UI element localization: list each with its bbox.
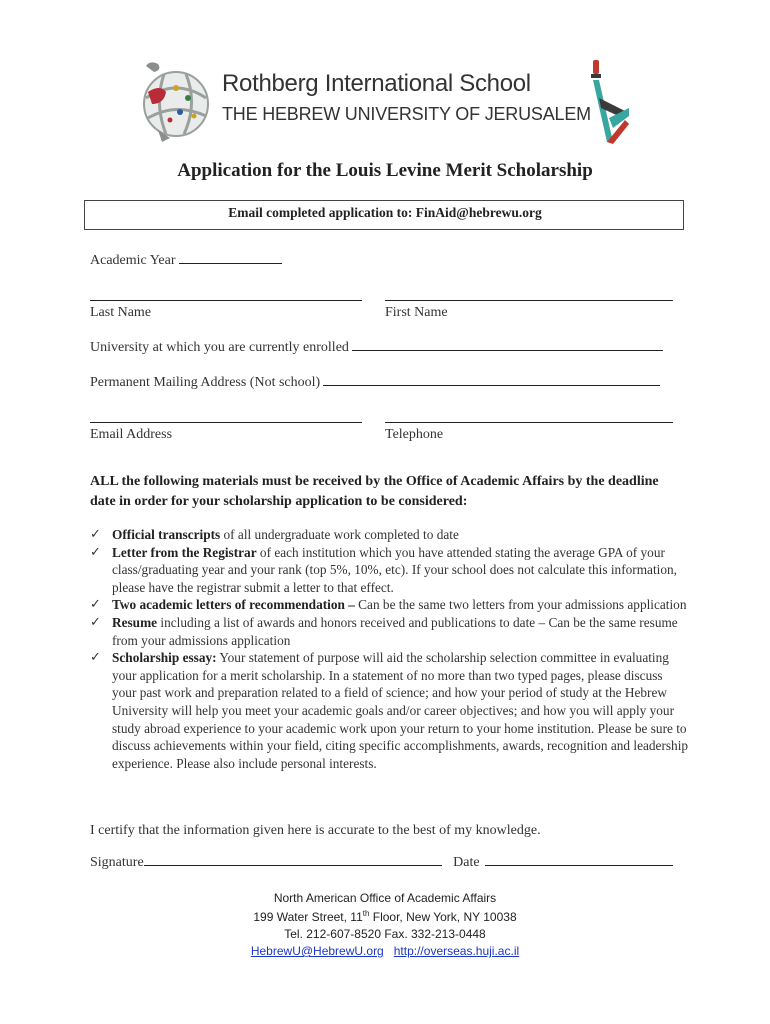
telephone-line[interactable] [385, 422, 673, 423]
academic-year-field[interactable] [90, 253, 282, 269]
materials-list [90, 526, 690, 772]
document-title: Application for the Louis Levine Merit Scholarship [177, 160, 593, 181]
university-name: THE HEBREW UNIVERSITY OF JERUSALEM [222, 104, 591, 124]
email-address-line[interactable] [90, 422, 362, 423]
footer-office: North American Office of Academic Affairs [273, 891, 497, 905]
academic-year-label: Academic Year [90, 253, 176, 268]
checkmark-icon: ✓ [90, 544, 101, 560]
rothberg-globe-logo-icon [136, 58, 216, 144]
item-title: Two academic letters of recommendation – [112, 597, 355, 613]
academic-year-line [179, 262, 282, 264]
signature-line[interactable] [144, 864, 442, 866]
university-field[interactable] [90, 340, 663, 356]
last-name-label: Last Name [90, 305, 152, 320]
email-notice: Email completed application to: FinAid@hebrewu.org [228, 205, 542, 220]
university-line [352, 349, 663, 351]
list-item [90, 596, 690, 614]
checkmark-icon: ✓ [90, 527, 101, 542]
item-text: of each institution which you have attended stating the average GPA of your class/graduating year and your rank (top 5%, 10%, etc). If your school does not calculate this information, please have the registrar submit a letter to that effect. [112, 544, 677, 595]
school-name: Rothberg International School [222, 70, 531, 97]
checkmark-icon: ✓ [90, 614, 101, 630]
hebrew-university-emblem-icon [583, 58, 631, 146]
email-link[interactable]: HebrewU@HebrewU.org [250, 944, 384, 958]
list-item [90, 614, 690, 649]
item-text: of all undergraduate work completed to date [220, 527, 459, 542]
first-name-line[interactable] [385, 300, 673, 301]
signature-label: Signature [90, 855, 144, 870]
mailing-address-label: Permanent Mailing Address (Not school) [90, 375, 321, 390]
signature-row [90, 855, 673, 871]
item-title: Official transcripts [112, 527, 221, 542]
item-text: including a list of awards and honors received and publications to date – Can be the same resume from your admissions application [112, 614, 678, 648]
university-label: University at which you are currently enrolled [90, 340, 349, 355]
checkmark-icon: ✓ [90, 597, 101, 613]
item-title: Scholarship essay: [112, 650, 217, 666]
checkmark-icon: ✓ [90, 650, 101, 666]
footer-address: 199 Water Street, 11th Floor, New York, NY 10038 [253, 909, 517, 924]
date-line[interactable] [485, 864, 673, 866]
requirements-heading: ALL the following materials must be received by the Office of Academic Affairs by the deadline date in order for your scholarship application to be considered: [90, 474, 659, 509]
first-name-label: First Name [385, 305, 448, 320]
list-item [90, 526, 690, 544]
item-text: Can be the same two letters from your admissions application [354, 597, 687, 613]
date-label: Date [453, 855, 480, 870]
email-address-label: Email Address [90, 427, 173, 442]
website-link[interactable]: http://overseas.huji.ac.il [393, 944, 520, 958]
mailing-address-field[interactable] [90, 375, 660, 391]
footer-phone: Tel. 212-607-8520 Fax. 332-213-0448 [284, 927, 486, 941]
list-item [90, 649, 690, 772]
mailing-address-line [323, 384, 660, 386]
last-name-line[interactable] [90, 300, 362, 301]
item-title: Letter from the Registrar [112, 544, 257, 560]
item-text: Your statement of purpose will aid the scholarship selection committee in evaluating your application for a merit scholarship. In a statement of no more than two typed pages, please discuss your past work and preparation related to a field of science; and how your period of study at the Hebrew University will help you meet your academic goals and/or career objectives; and how you will apply your study abroad experience to your academic work upon your return to your home institution. Please be sure to discuss achievements within your field, citing specific accomplishments, awards, recognition and leadership experience. Please also include personal interests. [112, 650, 689, 771]
certification-statement: I certify that the information given here is accurate to the best of my knowledge. [90, 823, 541, 838]
item-title: Resume [112, 614, 158, 630]
telephone-label: Telephone [385, 427, 444, 442]
footer-links [0, 944, 770, 958]
list-item [90, 544, 690, 597]
